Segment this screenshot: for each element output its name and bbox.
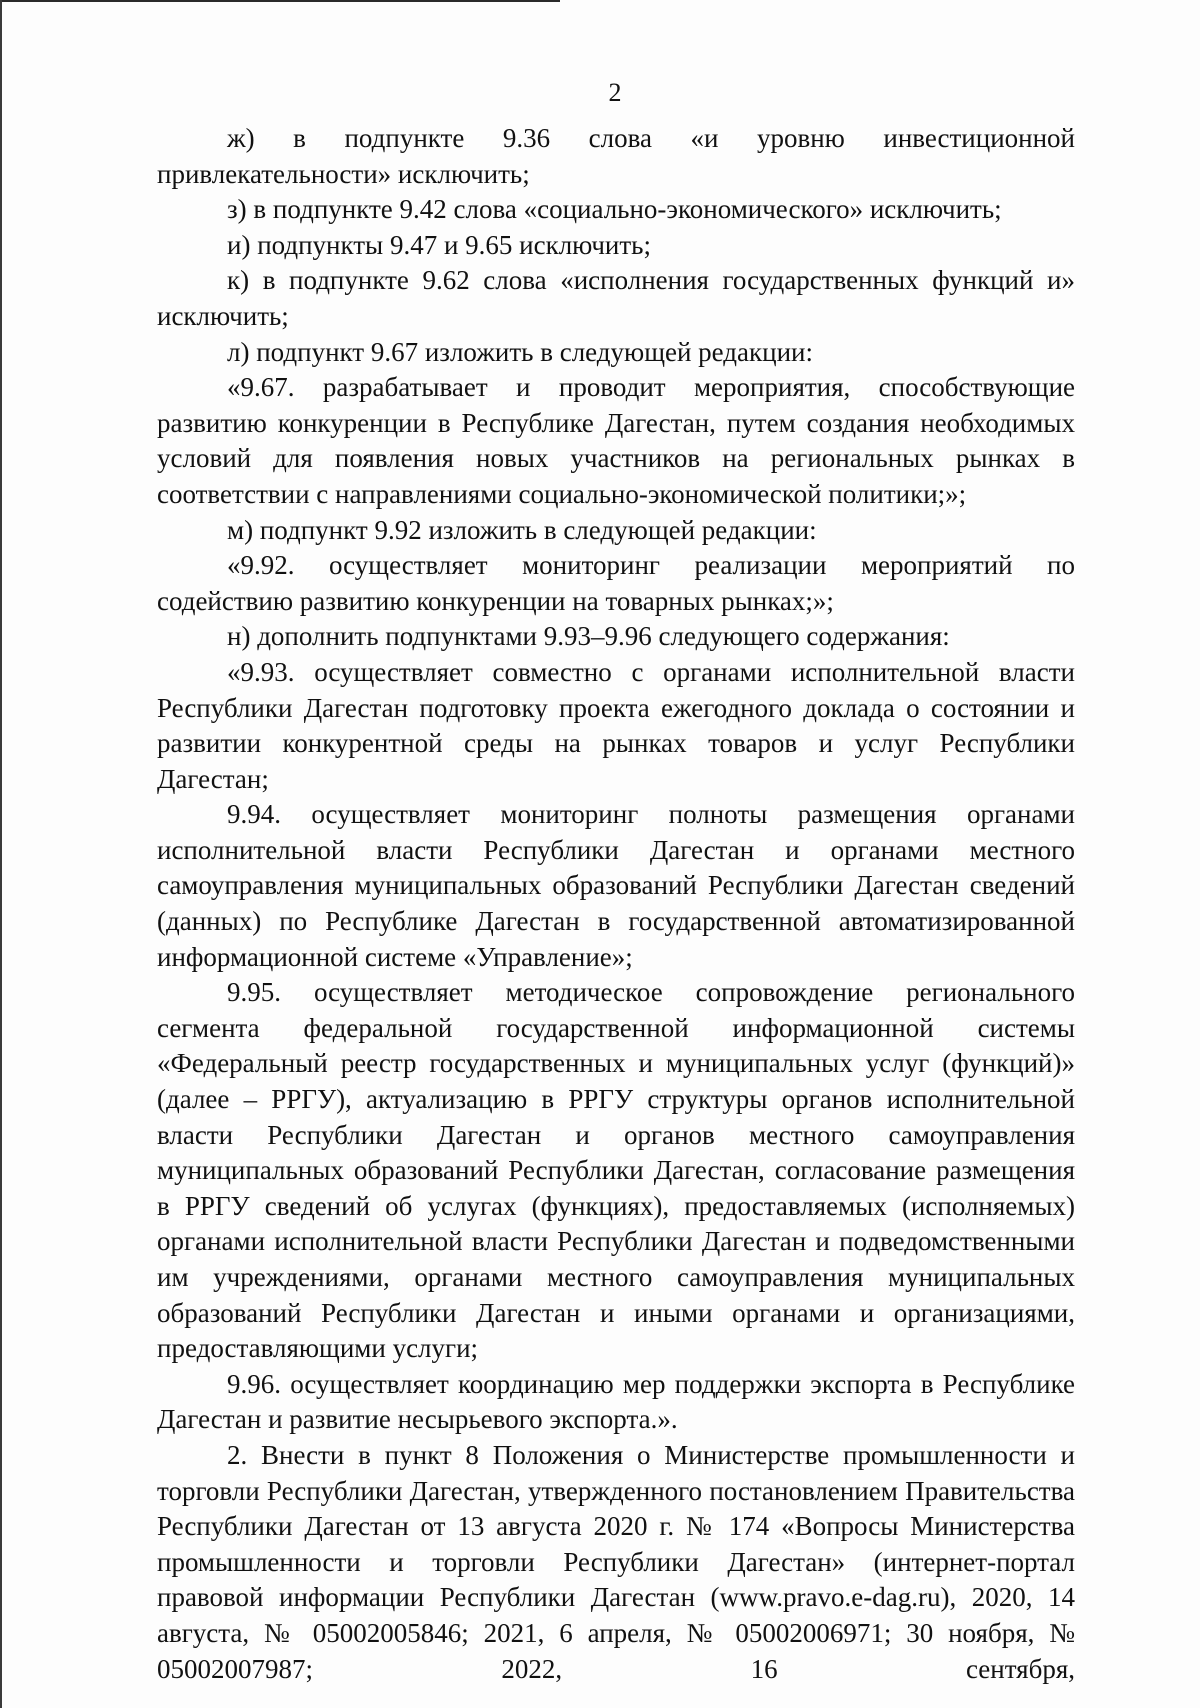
paragraph-994: 9.94. осуществляет мониторинг полноты размещения органами исполнительной власти Республики Дагестан и органами местного самоуправления муниципальных образований Республики Дагестан сведений (данных) по Республике Дагестан в государственной автоматизированной информационной системе «Управление»; <box>157 799 1075 972</box>
paragraph-item-2: 2. Внести в пункт 8 Положения о Министерстве промышленности и торговли Республики Дагестан, утвержденного постановлением Правительства Республики Дагестан от 13 августа 2020 г. № 174 «Вопросы Министерства промышленности и торговли Республики Дагестан» (интернет-портал правовой информации Республики Дагестан (www.pravo.e-dag.ru), 2020, 14 августа, № 05002005846; 2021, 6 апреля, № 05002006971; 30 ноября, № 05002007987; 2022, 16 сентября, <box>157 1439 1075 1684</box>
scan-left-edge <box>0 0 2 1708</box>
paragraph-995: 9.95. осуществляет методическое сопровождение регионального сегмента федеральной государственной информационной системы «Федеральный реестр государственных и муниципальных услуг (функций)» (далее – РРГУ), актуализацию в РРГУ структуры органов исполнительной власти Республики Дагестан и органов местного самоуправления муниципальных образований Республики Дагестан, согласование размещения в РРГУ сведений об услугах (функциях), предоставляемых (исполняемых) органами исполнительной власти Республики Дагестан и подведомственными им учреждениями, органами местного самоуправления муниципальных образований Республики Дагестан и иными органами и организациями, предоставляющими услуги; <box>157 977 1075 1364</box>
page-number: 2 <box>608 78 622 107</box>
paragraph-i: и) подпункты 9.47 и 9.65 исключить; <box>227 229 651 260</box>
paragraph-992: «9.92. осуществляет мониторинг реализации мероприятий по содействию развитию конкуренции на товарных рынках;»; <box>157 550 1075 616</box>
paragraph-l: л) подпункт 9.67 изложить в следующей редакции: <box>227 336 813 367</box>
paragraph-zh: ж) в подпункте 9.36 слова «и уровню инвестиционной привлекательности» исключить; <box>157 123 1075 189</box>
paragraph-k: к) в подпункте 9.62 слова «исполнения государственных функций и» исключить; <box>157 265 1075 331</box>
paragraph-m: м) подпункт 9.92 изложить в следующей редакции: <box>227 514 817 545</box>
paragraph-z: з) в подпункте 9.42 слова «социально-экономического» исключить; <box>227 194 1002 225</box>
paragraph-996: 9.96. осуществляет координацию мер поддержки экспорта в Республике Дагестан и развитие несырьевого экспорта.». <box>157 1368 1075 1435</box>
document-body <box>157 121 1075 1687</box>
paragraph-993: «9.93. осуществляет совместно с органами исполнительной власти Республики Дагестан подготовку проекта ежегодного доклада о состоянии и развитии конкурентной среды на рынках товаров и услуг Республики Дагестан; <box>157 656 1075 794</box>
paragraph-967: «9.67. разрабатывает и проводит мероприятия, способствующие развитию конкуренции в Республике Дагестан, путем создания необходимых условий для появления новых участников на региональных рынках в соответствии с направлениями социально-экономической политики;»; <box>157 372 1075 509</box>
paragraph-n: н) дополнить подпунктами 9.93–9.96 следующего содержания: <box>227 621 950 652</box>
scan-top-edge <box>0 0 560 2</box>
